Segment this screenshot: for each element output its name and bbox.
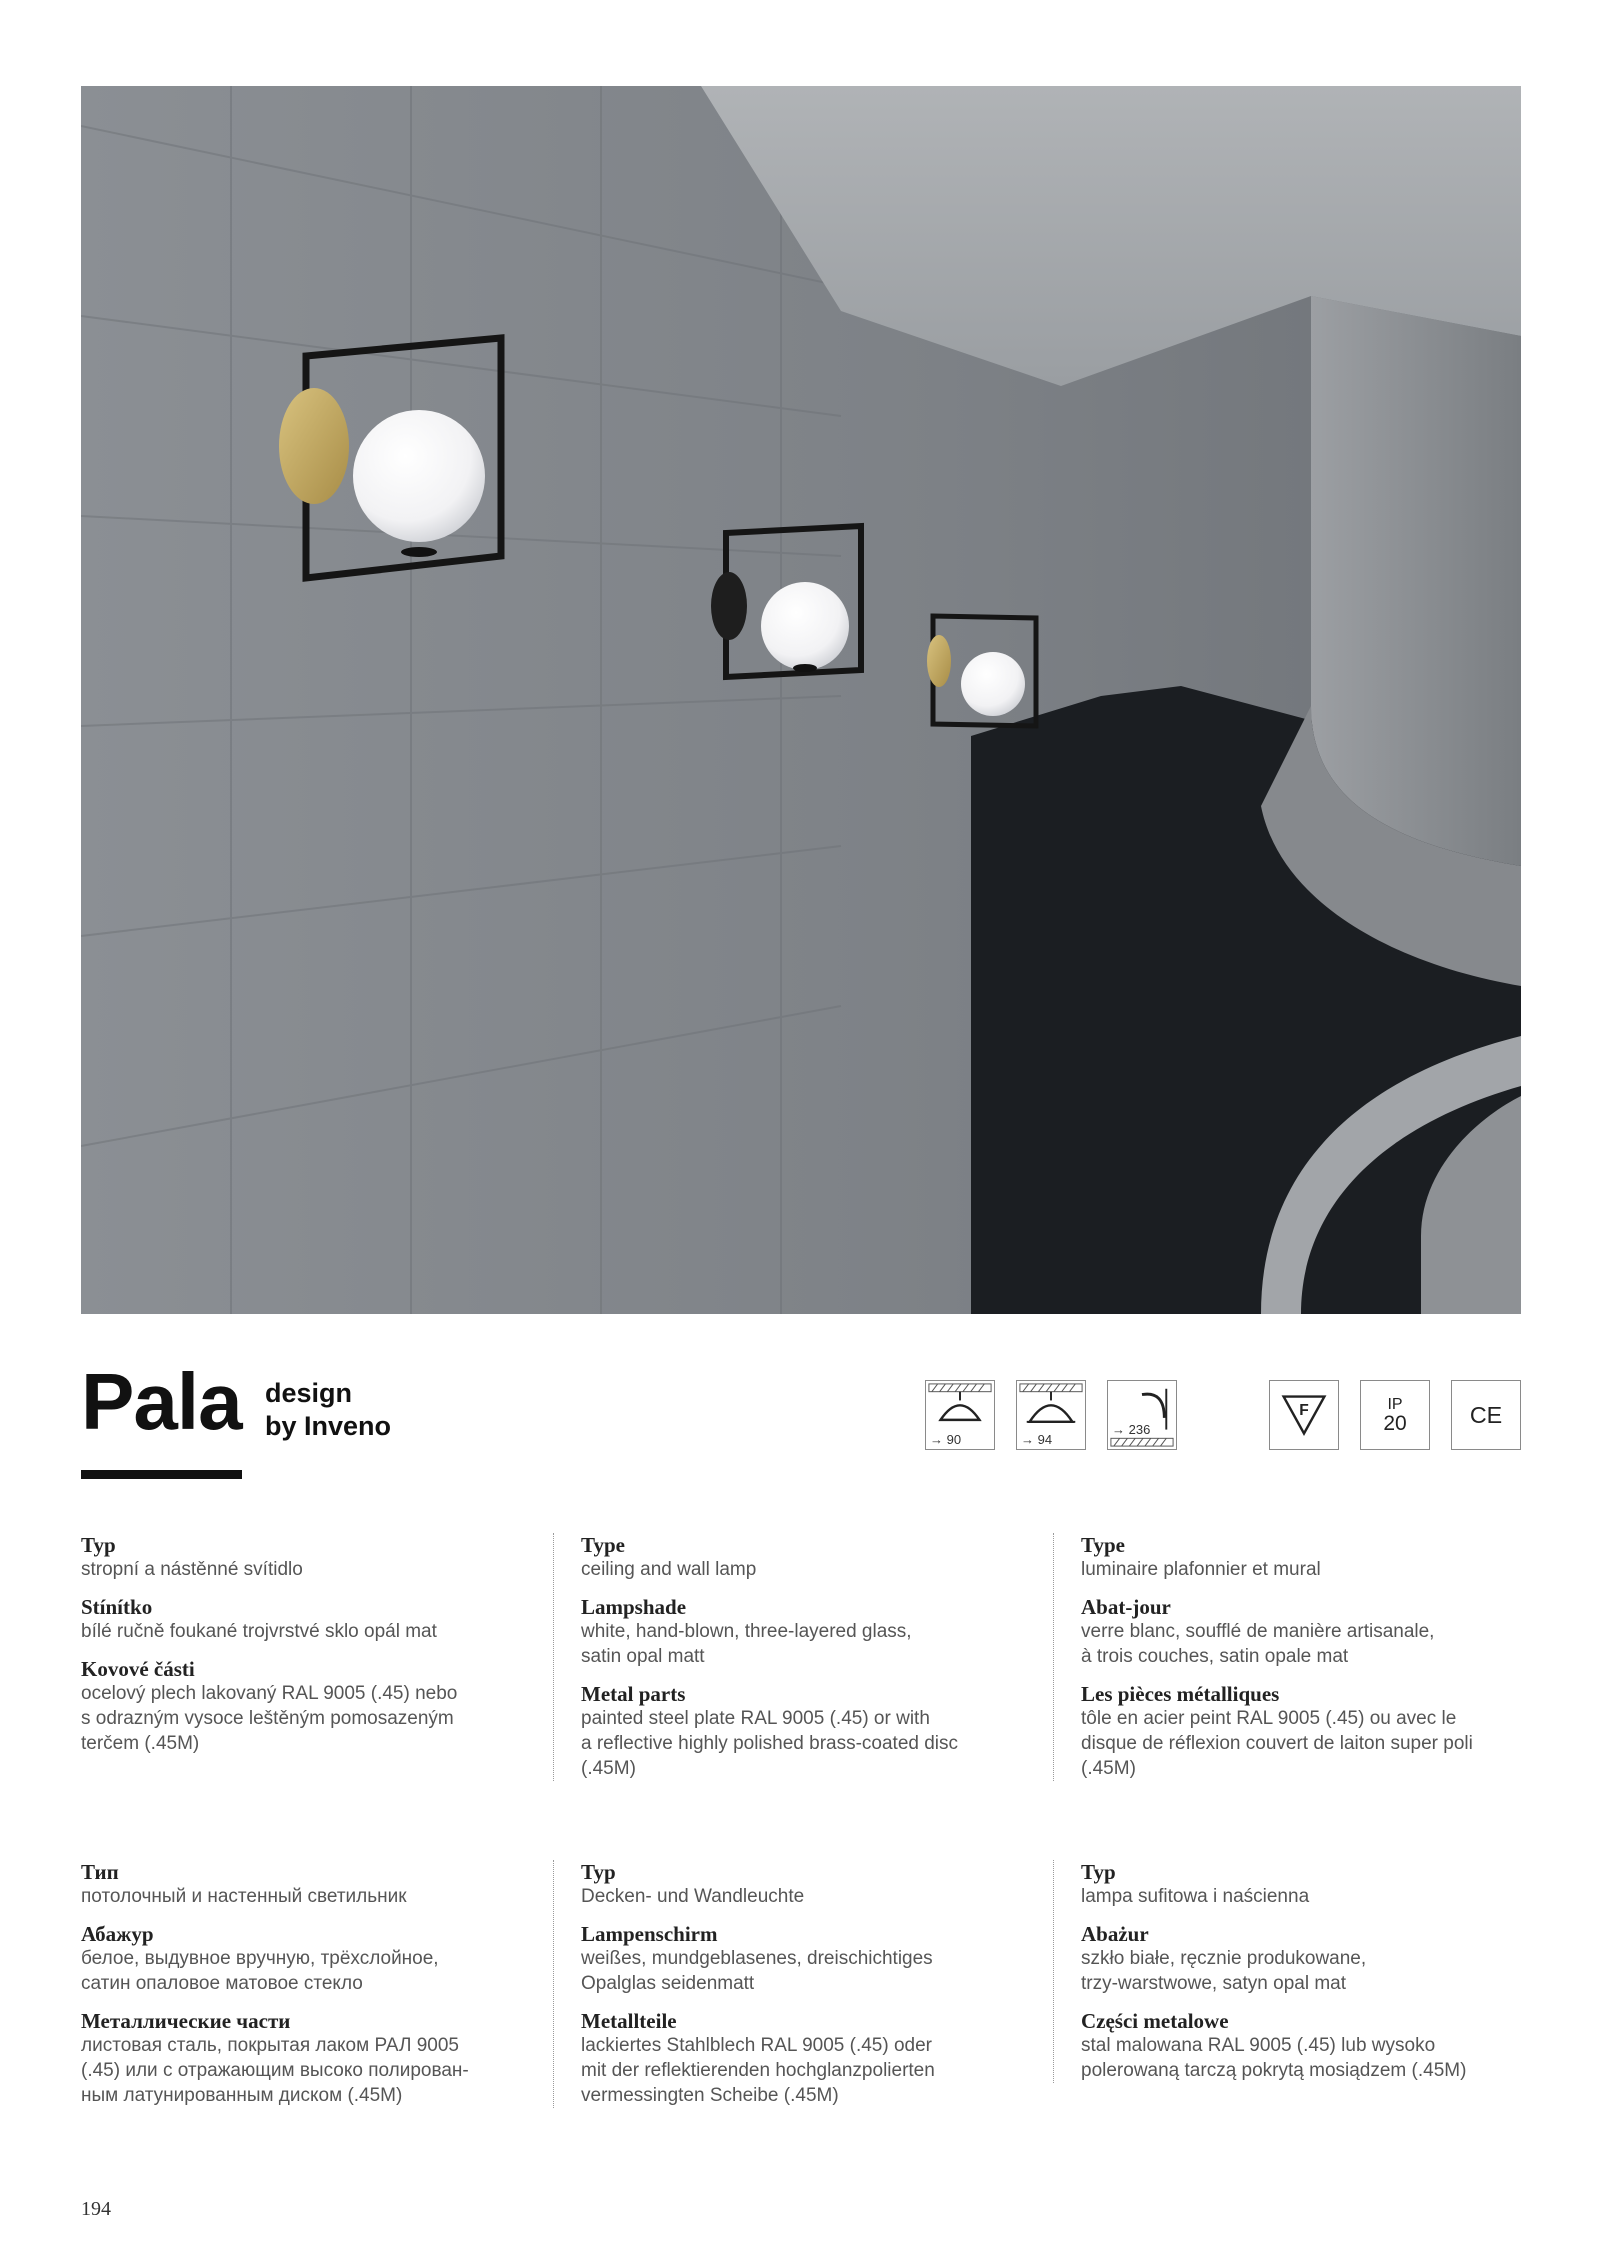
page-number: 194 (81, 2198, 111, 2220)
spec-title: Металлические части (81, 2009, 291, 2033)
spec-title: Lampenschirm (581, 1922, 718, 1946)
ip-rating-icon (1360, 1380, 1430, 1450)
ce-mark-icon (1451, 1380, 1521, 1450)
spec-title: Type (581, 1533, 625, 1557)
f-mark-icon (1269, 1380, 1339, 1450)
spec-text: white, hand-blown, three-layered glass, satin opal matt (581, 1621, 912, 1667)
spec-text: painted steel plate RAL 9005 (.45) or with a reflective highly polished brass-coated disc (.45M) (581, 1708, 959, 1779)
spec-text: lampa sufitowa i naścienna (1081, 1886, 1310, 1907)
spec-text: Decken- und Wandleuchte (581, 1886, 805, 1907)
spec-text: bílé ručně foukané trojvrstvé sklo opál mat (81, 1621, 437, 1642)
f-mark-text: F (1299, 1402, 1309, 1419)
spec-column-pl (1081, 1860, 1521, 2083)
spec-title: Abat-jour (1081, 1595, 1171, 1619)
spec-column-fr (1081, 1533, 1521, 1781)
spec-text: ceiling and wall lamp (581, 1559, 757, 1580)
spec-title: Typ (1081, 1860, 1116, 1884)
ce-mark-text: CE (1469, 1401, 1503, 1428)
designer-line-1: design (265, 1378, 353, 1408)
spec-text: листовая сталь, покрытая лаком РАЛ 9005 (.45) или с отражающим высоко полирован- ным латунированным диском (.45M) (81, 2035, 469, 2106)
spec-title: Les pièces métalliques (1081, 1682, 1280, 1706)
spec-title: Абажур (81, 1922, 154, 1946)
spec-title: Typ (81, 1533, 116, 1557)
title-underline (81, 1470, 242, 1479)
spec-title: Metal parts (581, 1682, 686, 1706)
spec-title: Type (1081, 1533, 1125, 1557)
spec-title: Typ (581, 1860, 616, 1884)
designer-credit (265, 1377, 391, 1443)
spec-title: Części metalowe (1081, 2009, 1229, 2033)
spec-column-cs (81, 1533, 521, 1756)
spec-column-ru (81, 1860, 521, 2108)
ip-rating-value: 20 (1383, 1412, 1407, 1435)
wall-distance-icon (1107, 1380, 1177, 1450)
designer-line-2: by Inveno (265, 1411, 392, 1441)
ceiling-mount-icon (925, 1380, 995, 1450)
spec-title: Metallteile (581, 2009, 677, 2033)
wall-lamp-icon (1016, 1380, 1086, 1450)
ceiling-mount-label: → 90 (930, 1432, 962, 1447)
spec-column-de (581, 1860, 1021, 2108)
product-name: Pala (81, 1357, 242, 1446)
spec-title: Lampshade (581, 1595, 687, 1619)
spec-text: stal malowana RAL 9005 (.45) lub wysoko polerowaną tarczą pokrytą mosiądzem (.45M) (1081, 2035, 1467, 2081)
spec-text: lackiertes Stahlblech RAL 9005 (.45) oder mit der reflektierenden hochglanzpolierten vermessingten Scheibe (.45M) (581, 2035, 935, 2106)
spec-column-en (581, 1533, 1021, 1781)
product-photo (81, 86, 1521, 1314)
spec-text: ocelový plech lakovaný RAL 9005 (.45) nebo s odrazným vysoce leštěným pomosazeným terčem (.45M) (81, 1683, 458, 1754)
spec-title: Тип (81, 1860, 119, 1884)
wall-lamp-label: → 94 (1021, 1432, 1053, 1447)
concrete-stairwell-image (81, 86, 1521, 1314)
spec-text: verre blanc, soufflé de manière artisanale, à trois couches, satin opale mat (1081, 1621, 1435, 1667)
spec-text: белое, выдувное вручную, трёхслойное, сатин опаловое матовое стекло (81, 1948, 439, 1994)
spec-text: weißes, mundgeblasenes, dreischichtiges Opalglas seidenmatt (581, 1948, 933, 1994)
spec-title: Kovové části (81, 1657, 195, 1681)
spec-text: потолочный и настенный светильник (81, 1886, 407, 1907)
spec-title: Abażur (1081, 1922, 1149, 1946)
ip-rating-top: IP (1387, 1396, 1403, 1413)
spec-text: stropní a nástěnné svítidlo (81, 1559, 303, 1580)
spec-text: luminaire plafonnier et mural (1081, 1559, 1321, 1580)
spec-text: szkło białe, ręcznie produkowane, trzy-warstwowe, satyn opal mat (1081, 1948, 1367, 1994)
wall-distance-label: → 236 (1112, 1422, 1151, 1437)
spec-title: Stínítko (81, 1595, 153, 1619)
spec-text: tôle en acier peint RAL 9005 (.45) ou avec le disque de réflexion couvert de laiton super poli (.45M) (1081, 1708, 1473, 1779)
